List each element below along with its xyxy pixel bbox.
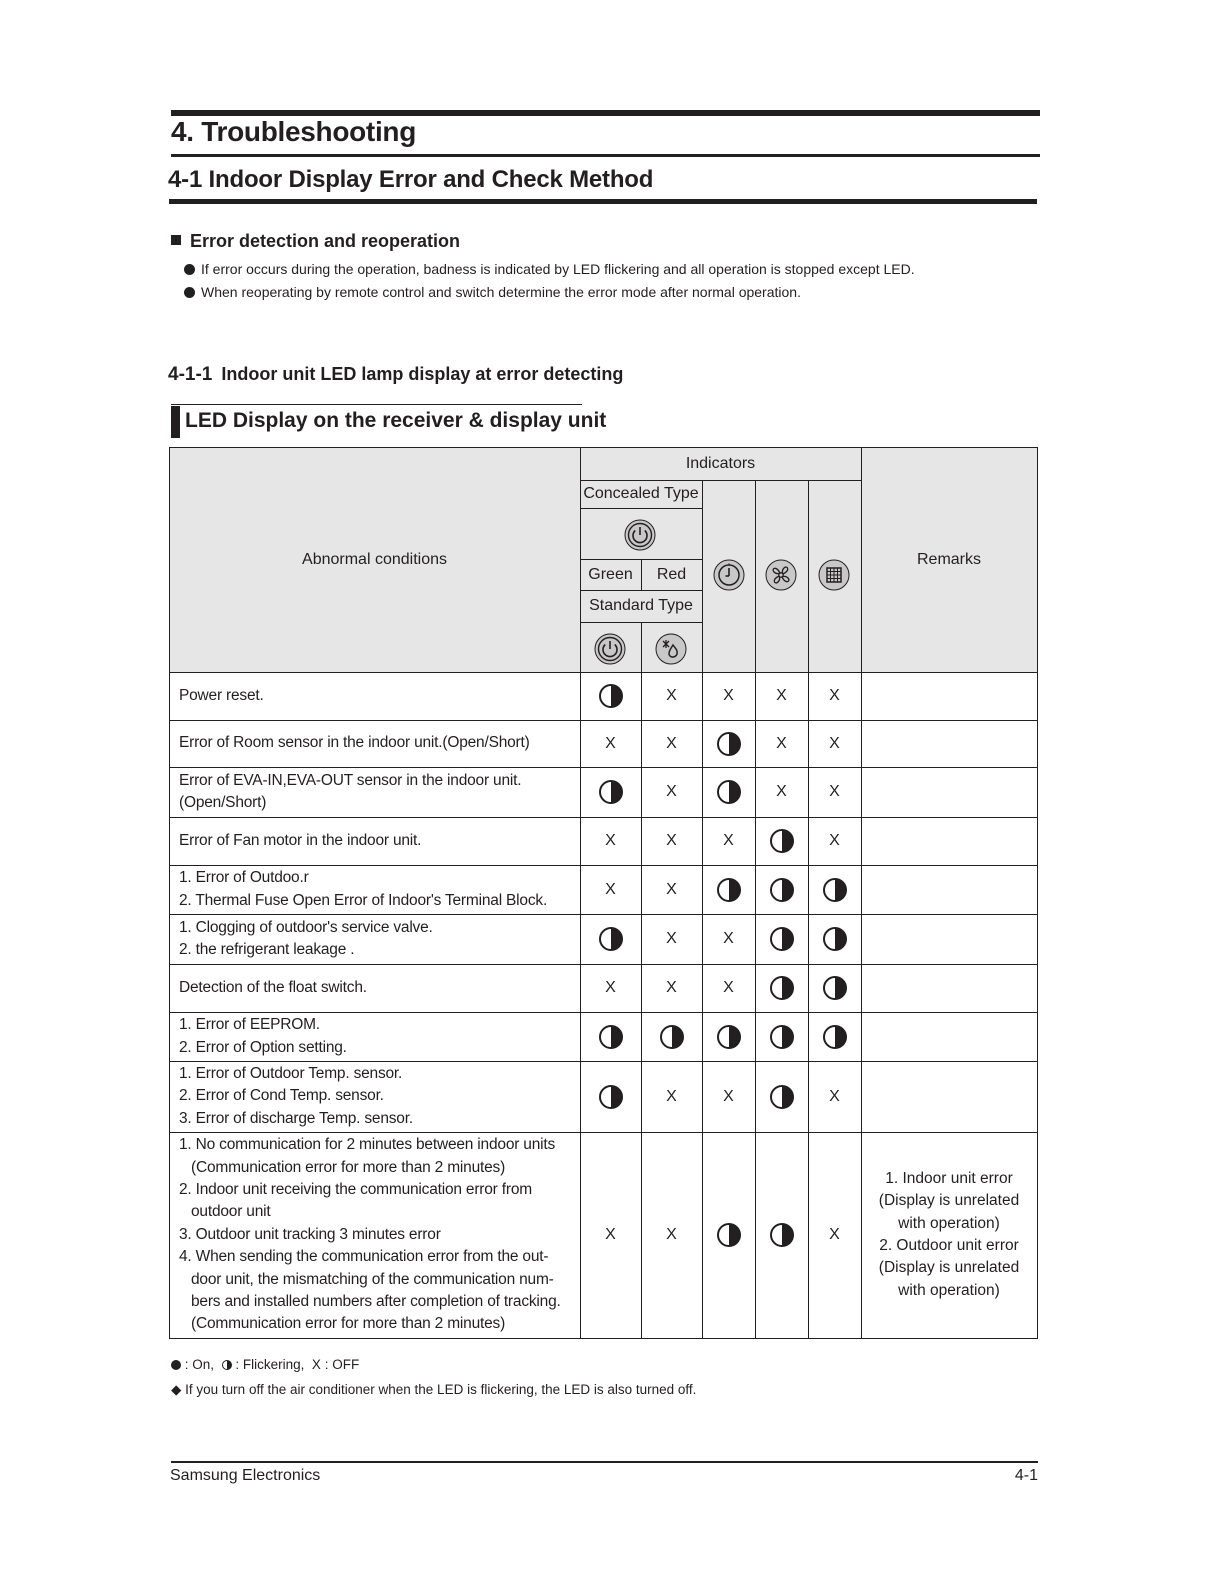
flickering-indicator-icon xyxy=(770,927,794,951)
condition-line: (Communication error for more than 2 minutes) xyxy=(191,1315,506,1333)
note-text: If you turn off the air conditioner when the LED is flickering, the LED is also turned off. xyxy=(185,1382,697,1397)
chapter-title: 4. Troubleshooting xyxy=(171,116,417,147)
bullet-item xyxy=(184,284,801,300)
condition-line: Power reset. xyxy=(179,686,264,704)
filter-icon xyxy=(818,559,850,591)
legend-flickering: Flickering, xyxy=(242,1357,305,1372)
legend-separator: : xyxy=(235,1357,240,1372)
grid-line xyxy=(808,480,809,1339)
off-mark: X xyxy=(605,880,616,898)
abnormal-condition xyxy=(179,817,577,865)
flickering-indicator-icon xyxy=(823,976,847,1000)
flickering-indicator-icon xyxy=(717,878,741,902)
off-mark: X xyxy=(666,979,677,996)
grid-line xyxy=(169,767,1038,768)
off-indicator-icon: X xyxy=(311,1357,321,1372)
chapter-underline xyxy=(171,154,1040,157)
grid-line xyxy=(169,817,1038,818)
flickering-indicator-icon xyxy=(770,1085,794,1109)
condition-line: 1. No communication for 2 minutes between indoor units xyxy=(179,1136,556,1154)
condition-line: (Open/Short) xyxy=(179,794,267,811)
condition-line: bers and installed numbers after completion of tracking. xyxy=(191,1293,561,1311)
section-underline xyxy=(169,199,1037,204)
off-mark: X xyxy=(605,734,616,752)
off-mark: X xyxy=(829,832,840,849)
off-mark: X xyxy=(829,1226,840,1243)
off-mark: X xyxy=(666,880,677,898)
bullet-text: If error occurs during the operation, badness is indicated by LED flickering and all operation is stopped except LED. xyxy=(201,261,915,277)
legend-separator: : xyxy=(184,1357,189,1372)
off-mark: X xyxy=(605,979,616,996)
flickering-indicator-icon xyxy=(599,1085,623,1109)
off-mark: X xyxy=(776,734,787,752)
legend-off: OFF xyxy=(332,1357,360,1372)
square-bullet-icon xyxy=(171,235,181,245)
remarks-line: (Display is unrelated xyxy=(878,1192,1020,1210)
condition-line: 2. Indoor unit receiving the communication error from xyxy=(179,1180,532,1198)
led-title-bar xyxy=(171,406,180,438)
indicators-header: Indicators xyxy=(685,454,756,472)
condition-line: 2. Error of Option setting. xyxy=(179,1038,347,1056)
flickering-indicator-icon xyxy=(770,1223,794,1247)
grid-line xyxy=(580,447,581,1339)
grid-line xyxy=(169,914,1038,915)
grid-line xyxy=(169,1012,1038,1013)
led-title-rule xyxy=(171,404,582,405)
subsection-number: 4-1-1 xyxy=(168,364,213,385)
remarks-header: Remarks xyxy=(916,550,981,568)
subheading xyxy=(171,231,460,252)
defrost-icon xyxy=(655,633,687,665)
remarks-line: 2. Outdoor unit error xyxy=(879,1237,1019,1255)
off-mark: X xyxy=(776,783,787,800)
off-mark: X xyxy=(829,687,840,704)
off-mark: X xyxy=(666,783,677,800)
grid-line xyxy=(702,480,703,1339)
grid-line xyxy=(861,447,862,1339)
flickering-indicator-icon xyxy=(770,1025,794,1049)
off-mark: X xyxy=(829,734,840,752)
grid-line xyxy=(641,622,642,1339)
flickering-indicator-icon xyxy=(770,878,794,902)
bullet-dot-icon xyxy=(184,264,195,275)
abnormal-conditions-header: Abnormal conditions xyxy=(302,550,447,568)
flickering-indicator-icon xyxy=(599,1025,623,1049)
legend xyxy=(171,1357,359,1372)
red-header: Red xyxy=(656,565,687,583)
green-header: Green xyxy=(588,565,633,583)
grid-line xyxy=(169,447,170,1339)
on-indicator-icon xyxy=(171,1360,181,1370)
flickering-indicator-icon xyxy=(717,1223,741,1247)
condition-line: 1. Clogging of outdoor's service valve. xyxy=(179,918,433,936)
grid-line xyxy=(755,480,756,1339)
legend-separator: : xyxy=(324,1357,329,1372)
abnormal-condition xyxy=(179,964,577,1012)
condition-line: 4. When sending the communication error from the out- xyxy=(179,1248,549,1266)
condition-line: 2. Error of Cond Temp. sensor. xyxy=(179,1087,384,1105)
fan-icon xyxy=(765,559,797,591)
row-remarks xyxy=(862,1168,1036,1302)
subsection-title: Indoor unit LED lamp display at error detecting xyxy=(221,364,624,384)
flickering-indicator-icon xyxy=(222,1360,232,1370)
flickering-indicator-icon xyxy=(599,684,623,708)
off-mark: X xyxy=(723,832,734,849)
flickering-indicator-icon xyxy=(823,1025,847,1049)
footer-rule xyxy=(171,1461,1038,1463)
remarks-line: with operation) xyxy=(898,1281,1000,1299)
bullet-dot-icon xyxy=(184,287,195,298)
timer-icon xyxy=(713,559,745,591)
condition-line: 1. Error of Outdoor Temp. sensor. xyxy=(179,1064,403,1082)
condition-line: 2. Thermal Fuse Open Error of Indoor's Terminal Block. xyxy=(179,891,548,909)
grid-line xyxy=(1037,447,1038,1339)
abnormal-condition xyxy=(179,767,577,817)
led-display-title: LED Display on the receiver & display unit xyxy=(185,409,607,432)
flickering-indicator-icon xyxy=(717,1025,741,1049)
legend-on: On, xyxy=(192,1357,215,1372)
condition-line: 2. the refrigerant leakage . xyxy=(179,941,355,958)
flickering-indicator-icon xyxy=(770,829,794,853)
off-mark: X xyxy=(666,930,677,947)
off-mark: X xyxy=(605,832,616,849)
flickering-indicator-icon xyxy=(717,732,741,756)
page-number: 4-1 xyxy=(1014,1467,1038,1484)
condition-line: 3. Outdoor unit tracking 3 minutes error xyxy=(179,1225,441,1243)
grid-line xyxy=(169,720,1038,721)
power-icon xyxy=(624,519,656,551)
condition-line: 1. Error of EEPROM. xyxy=(179,1016,320,1034)
abnormal-condition xyxy=(179,672,577,720)
remarks-line: 1. Indoor unit error xyxy=(885,1169,1013,1187)
grid-line xyxy=(641,559,642,591)
abnormal-condition xyxy=(179,1061,577,1132)
power-icon xyxy=(594,633,626,665)
off-mark: X xyxy=(666,832,677,849)
condition-line: Detection of the float switch. xyxy=(179,978,367,996)
bullet-item xyxy=(184,261,915,277)
off-mark: X xyxy=(723,930,734,947)
bullet-text: When reoperating by remote control and switch determine the error mode after normal operation. xyxy=(201,284,801,300)
off-mark: X xyxy=(666,1226,677,1243)
remarks-line: (Display is unrelated xyxy=(878,1259,1020,1277)
off-mark: X xyxy=(605,1226,616,1243)
flickering-indicator-icon xyxy=(599,780,623,804)
subheading-text: Error detection and reoperation xyxy=(190,231,461,251)
flickering-indicator-icon xyxy=(770,976,794,1000)
grid-line xyxy=(580,508,703,509)
off-mark: X xyxy=(829,783,840,800)
abnormal-condition xyxy=(179,720,577,767)
condition-line: outdoor unit xyxy=(191,1203,271,1221)
grid-line xyxy=(580,480,862,481)
grid-line xyxy=(169,865,1038,866)
abnormal-condition xyxy=(179,865,577,914)
condition-line: 3. Error of discharge Temp. sensor. xyxy=(179,1109,413,1127)
flickering-indicator-icon xyxy=(823,878,847,902)
abnormal-condition xyxy=(179,1132,577,1338)
condition-line: Error of Fan motor in the indoor unit. xyxy=(179,831,422,849)
diamond-bullet-icon: ◆ xyxy=(171,1382,182,1397)
off-mark: X xyxy=(723,687,734,704)
condition-line: Error of EVA-IN,EVA-OUT sensor in the indoor unit. xyxy=(179,771,522,789)
flickering-indicator-icon xyxy=(660,1025,684,1049)
standard-type-header: Standard Type xyxy=(589,597,693,614)
flickering-indicator-icon xyxy=(717,780,741,804)
grid-line xyxy=(169,964,1038,965)
abnormal-condition xyxy=(179,914,577,964)
flickering-indicator-icon xyxy=(823,927,847,951)
section-title: 4-1 Indoor Display Error and Check Method xyxy=(168,166,654,193)
remarks-line: with operation) xyxy=(898,1214,1000,1232)
off-mark: X xyxy=(723,1087,734,1105)
grid-line xyxy=(169,1061,1038,1062)
footer-company: Samsung Electronics xyxy=(170,1467,321,1484)
off-mark: X xyxy=(776,687,787,704)
off-mark: X xyxy=(666,1087,677,1105)
condition-line: 1. Error of Outdoo.r xyxy=(179,869,309,887)
grid-line xyxy=(169,1132,1038,1133)
flickering-indicator-icon xyxy=(599,927,623,951)
subsection-heading xyxy=(168,364,623,386)
off-mark: X xyxy=(666,687,677,704)
concealed-type-header: Concealed Type xyxy=(583,485,699,502)
condition-line: (Communication error for more than 2 minutes) xyxy=(191,1158,506,1176)
condition-line: Error of Room sensor in the indoor unit.(Open/Short) xyxy=(179,734,530,752)
condition-line: door unit, the mismatching of the communication num- xyxy=(191,1270,554,1288)
abnormal-condition xyxy=(179,1012,577,1061)
grid-line xyxy=(169,1338,1038,1339)
grid-line xyxy=(169,672,1038,673)
off-mark: X xyxy=(723,979,734,996)
off-mark: X xyxy=(666,734,677,752)
grid-line xyxy=(169,447,1038,448)
note xyxy=(171,1382,696,1398)
off-mark: X xyxy=(829,1087,840,1105)
